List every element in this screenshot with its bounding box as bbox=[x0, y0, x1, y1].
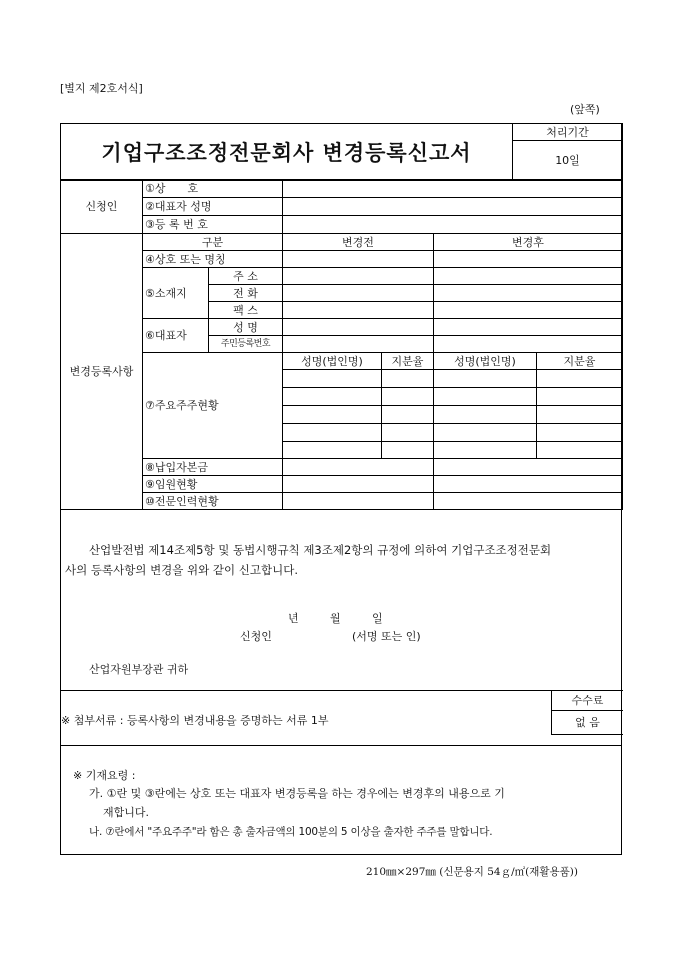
shareholder-cell[interactable] bbox=[537, 406, 623, 424]
shareholder-col-ratio-before: 지분율 bbox=[382, 353, 434, 370]
row-label-officers: ⑨임원현황 bbox=[143, 476, 283, 493]
row-label-representative: ⑥대표자 bbox=[143, 319, 209, 353]
after-input-address[interactable] bbox=[434, 268, 623, 285]
sub-label-fax: 팩 스 bbox=[209, 302, 283, 319]
shareholder-cell[interactable] bbox=[283, 406, 382, 424]
fee-label: 수수료 bbox=[552, 691, 624, 711]
field-input-representative-name[interactable] bbox=[283, 198, 623, 216]
sub-label-address: 주 소 bbox=[209, 268, 283, 285]
header-before: 변경전 bbox=[283, 234, 434, 251]
field-label-representative-name: ②대표자 성명 bbox=[143, 198, 283, 216]
field-label-registration-number: ③등 록 번 호 bbox=[143, 216, 283, 234]
after-input-name[interactable] bbox=[434, 251, 623, 268]
shareholder-cell[interactable] bbox=[537, 370, 623, 388]
sub-label-rep-name: 성 명 bbox=[209, 319, 283, 336]
shareholder-cell[interactable] bbox=[283, 442, 382, 459]
shareholder-col-ratio-after: 지분율 bbox=[537, 353, 623, 370]
row-label-capital: ⑧납입자본금 bbox=[143, 459, 283, 476]
page-side-label: (앞쪽) bbox=[570, 103, 600, 116]
applicant-section-label: 신청인 bbox=[61, 180, 143, 234]
date-month: 월 bbox=[330, 612, 341, 625]
instruction-b: 나. ⑦란에서 "주요주주"라 함은 총 출자금액의 100분의 5 이상을 출자한 주주를 말합니다. bbox=[89, 826, 493, 838]
declaration-line-1: 산업발전법 제14조제5항 및 동법시행규칙 제3조제2항의 규정에 의하여 기업구조조정전문회 bbox=[89, 543, 552, 557]
paper-spec-footer: 210㎜×297㎜ (신문용지 54ｇ/㎡(재활용품)) bbox=[366, 866, 578, 878]
before-input-name[interactable] bbox=[283, 251, 434, 268]
row-label-name: ④상호 또는 명칭 bbox=[143, 251, 283, 268]
header-after: 변경후 bbox=[434, 234, 623, 251]
fee-table bbox=[551, 690, 623, 735]
before-input-capital[interactable] bbox=[283, 459, 434, 476]
processing-period-value: 10일 bbox=[513, 141, 623, 181]
shareholder-cell[interactable] bbox=[537, 388, 623, 406]
after-input-capital[interactable] bbox=[434, 459, 623, 476]
shareholder-col-name-before: 성명(법인명) bbox=[283, 353, 382, 370]
after-input-officers[interactable] bbox=[434, 476, 623, 493]
recipient: 산업자원부장관 귀하 bbox=[89, 663, 189, 676]
shareholder-cell[interactable] bbox=[434, 388, 537, 406]
after-input-rep-name[interactable] bbox=[434, 319, 623, 336]
shareholder-cell[interactable] bbox=[283, 370, 382, 388]
shareholder-cell[interactable] bbox=[382, 406, 434, 424]
before-input-fax[interactable] bbox=[283, 302, 434, 319]
shareholder-cell[interactable] bbox=[382, 424, 434, 442]
instructions-divider bbox=[61, 745, 622, 746]
shareholder-cell[interactable] bbox=[537, 442, 623, 459]
after-input-fax[interactable] bbox=[434, 302, 623, 319]
shareholder-cell[interactable] bbox=[283, 388, 382, 406]
declaration-line-2: 사의 등록사항의 변경을 위와 같이 신고합니다. bbox=[65, 563, 299, 577]
before-input-address[interactable] bbox=[283, 268, 434, 285]
shareholder-cell[interactable] bbox=[382, 442, 434, 459]
instructions-heading: ※ 기재요령 : bbox=[73, 769, 136, 782]
before-input-officers[interactable] bbox=[283, 476, 434, 493]
sub-label-phone: 전 화 bbox=[209, 285, 283, 302]
after-input-specialists[interactable] bbox=[434, 493, 623, 510]
shareholder-cell[interactable] bbox=[283, 424, 382, 442]
shareholder-cell[interactable] bbox=[434, 442, 537, 459]
instruction-a-line-2: 재합니다. bbox=[103, 806, 150, 819]
main-table bbox=[60, 179, 623, 510]
shareholder-col-name-after: 성명(법인명) bbox=[434, 353, 537, 370]
processing-period-label: 처리기간 bbox=[513, 124, 623, 141]
before-input-specialists[interactable] bbox=[283, 493, 434, 510]
row-label-shareholders: ⑦주요주주현황 bbox=[143, 353, 283, 459]
date-day: 일 bbox=[372, 612, 383, 625]
shareholder-cell[interactable] bbox=[434, 406, 537, 424]
before-input-rep-id[interactable] bbox=[283, 336, 434, 353]
form-label: [별지 제2호서식] bbox=[60, 82, 143, 95]
attachment-text: ※ 첨부서류 : 등록사항의 변경내용을 증명하는 서류 1부 bbox=[61, 714, 329, 727]
field-input-trade-name[interactable] bbox=[283, 180, 623, 198]
shareholder-cell[interactable] bbox=[434, 424, 537, 442]
header-category: 구분 bbox=[143, 234, 283, 251]
signature-note: (서명 또는 인) bbox=[352, 630, 421, 643]
shareholder-cell[interactable] bbox=[434, 370, 537, 388]
after-input-phone[interactable] bbox=[434, 285, 623, 302]
row-label-specialists: ⑩전문인력현황 bbox=[143, 493, 283, 510]
before-input-phone[interactable] bbox=[283, 285, 434, 302]
shareholder-cell[interactable] bbox=[537, 424, 623, 442]
attachment-divider bbox=[61, 690, 622, 691]
report-form bbox=[60, 123, 622, 855]
form-title: 기업구조조정전문회사 변경등록신고서 bbox=[61, 124, 513, 181]
field-input-registration-number[interactable] bbox=[283, 216, 623, 234]
fee-value: 없 음 bbox=[552, 711, 624, 735]
row-label-location: ⑤소재지 bbox=[143, 268, 209, 319]
after-input-rep-id[interactable] bbox=[434, 336, 623, 353]
signer-label: 신청인 bbox=[240, 630, 272, 643]
sub-label-rep-id: 주민등록번호 bbox=[209, 336, 283, 353]
title-table bbox=[60, 123, 623, 181]
date-year: 년 bbox=[288, 612, 299, 625]
field-label-trade-name: ①상 호 bbox=[143, 180, 283, 198]
before-input-rep-name[interactable] bbox=[283, 319, 434, 336]
changes-section-label: 변경등록사항 bbox=[61, 234, 143, 510]
instruction-a-line-1: 가. ①란 및 ③란에는 상호 또는 대표자 변경등록을 하는 경우에는 변경후의 내용으로 기 bbox=[89, 787, 505, 800]
shareholder-cell[interactable] bbox=[382, 388, 434, 406]
shareholder-cell[interactable] bbox=[382, 370, 434, 388]
